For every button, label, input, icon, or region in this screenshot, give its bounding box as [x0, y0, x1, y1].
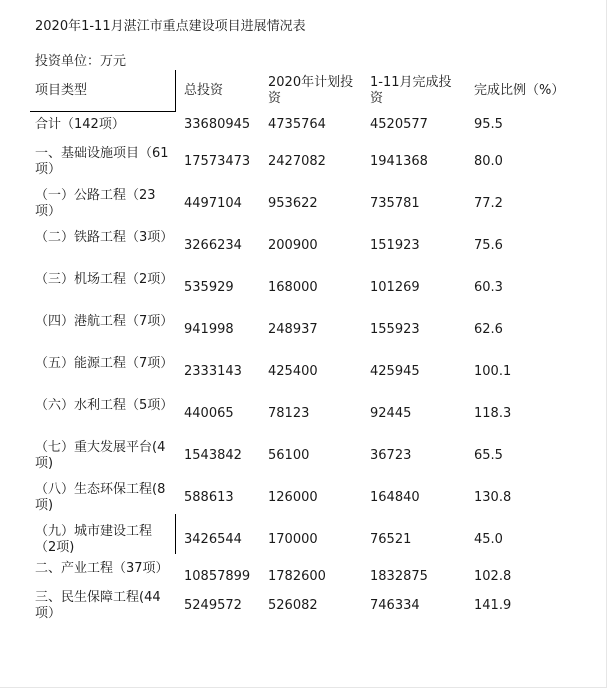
- header-completion-ratio: 完成比例（%）: [474, 83, 565, 98]
- header-project-type: 项目类型: [35, 83, 88, 98]
- header-total-investment: 总投资: [184, 83, 224, 98]
- row-total-investment: 941998: [184, 322, 234, 337]
- row-completion-ratio: 75.6: [474, 238, 503, 253]
- row-plan-investment: 4735764: [268, 117, 326, 132]
- row-project-type: （二）铁路工程（3项）: [35, 230, 174, 245]
- row-completion-ratio: 100.1: [474, 364, 512, 379]
- unit-label: 投资单位：万元: [35, 54, 127, 69]
- row-plan-investment: 953622: [268, 196, 318, 211]
- row-completed-investment: 101269: [370, 280, 420, 295]
- row-completed-investment: 425945: [370, 364, 420, 379]
- row-completion-ratio: 45.0: [474, 532, 503, 547]
- row-total-investment: 2333143: [184, 364, 242, 379]
- header-plan-investment: 2020年计划投资: [268, 75, 354, 106]
- row-total-investment: 1543842: [184, 448, 242, 463]
- header-completed-investment: 1-11月完成投资: [370, 75, 452, 106]
- row-project-type: 二、产业工程（37项）: [35, 561, 169, 576]
- row-total-investment: 5249572: [184, 598, 242, 613]
- row-completion-ratio: 130.8: [474, 490, 512, 505]
- row-total-investment: 3426544: [184, 532, 242, 547]
- row-completion-ratio: 95.5: [474, 117, 503, 132]
- row-total-investment: 440065: [184, 406, 234, 421]
- row-total-investment: 535929: [184, 280, 234, 295]
- row-completion-ratio: 118.3: [474, 406, 512, 421]
- row-completed-investment: 155923: [370, 322, 420, 337]
- row-total-investment: 17573473: [184, 154, 251, 169]
- row-divider-vertical: [175, 514, 176, 554]
- row-project-type: （四）港航工程（7项）: [35, 314, 174, 329]
- row-project-type: （九）城市建设工程（2项): [35, 524, 153, 555]
- header-divider-horizontal: [30, 111, 176, 112]
- row-completed-investment: 164840: [370, 490, 420, 505]
- row-total-investment: 4497104: [184, 196, 242, 211]
- row-completion-ratio: 60.3: [474, 280, 503, 295]
- row-plan-investment: 1782600: [268, 569, 326, 584]
- row-project-type: 一、基础设施项目（61项）: [35, 146, 169, 177]
- row-completed-investment: 735781: [370, 196, 420, 211]
- row-completion-ratio: 62.6: [474, 322, 503, 337]
- row-total-investment: 3266234: [184, 238, 242, 253]
- row-plan-investment: 425400: [268, 364, 318, 379]
- row-project-type: （七）重大发展平台(4项): [35, 440, 166, 471]
- row-completed-investment: 76521: [370, 532, 412, 547]
- row-completion-ratio: 80.0: [474, 154, 503, 169]
- row-completion-ratio: 141.9: [474, 598, 512, 613]
- row-completed-investment: 1832875: [370, 569, 428, 584]
- header-divider-vertical: [175, 70, 176, 112]
- row-plan-investment: 126000: [268, 490, 318, 505]
- row-plan-investment: 78123: [268, 406, 310, 421]
- row-plan-investment: 168000: [268, 280, 318, 295]
- row-project-type: （一）公路工程（23项）: [35, 188, 156, 219]
- row-plan-investment: 200900: [268, 238, 318, 253]
- row-project-type: 三、民生保障工程(44项）: [35, 590, 161, 621]
- row-completion-ratio: 65.5: [474, 448, 503, 463]
- row-project-type: （三）机场工程（2项）: [35, 272, 174, 287]
- row-plan-investment: 248937: [268, 322, 318, 337]
- row-plan-investment: 56100: [268, 448, 310, 463]
- row-completed-investment: 151923: [370, 238, 420, 253]
- row-completed-investment: 4520577: [370, 117, 428, 132]
- row-plan-investment: 170000: [268, 532, 318, 547]
- row-total-investment: 588613: [184, 490, 234, 505]
- row-completed-investment: 92445: [370, 406, 412, 421]
- row-total-investment: 10857899: [184, 569, 251, 584]
- row-project-type: 合计（142项）: [35, 117, 125, 132]
- row-total-investment: 33680945: [184, 117, 251, 132]
- row-project-type: （六）水利工程（5项）: [35, 398, 174, 413]
- page-title: 2020年1-11月湛江市重点建设项目进展情况表: [35, 19, 306, 34]
- row-completion-ratio: 77.2: [474, 196, 503, 211]
- row-plan-investment: 2427082: [268, 154, 326, 169]
- row-completion-ratio: 102.8: [474, 569, 512, 584]
- row-plan-investment: 526082: [268, 598, 318, 613]
- row-completed-investment: 36723: [370, 448, 412, 463]
- row-project-type: （八）生态环保工程(8项): [35, 482, 166, 513]
- row-completed-investment: 1941368: [370, 154, 428, 169]
- row-completed-investment: 746334: [370, 598, 420, 613]
- row-project-type: （五）能源工程（7项）: [35, 356, 174, 371]
